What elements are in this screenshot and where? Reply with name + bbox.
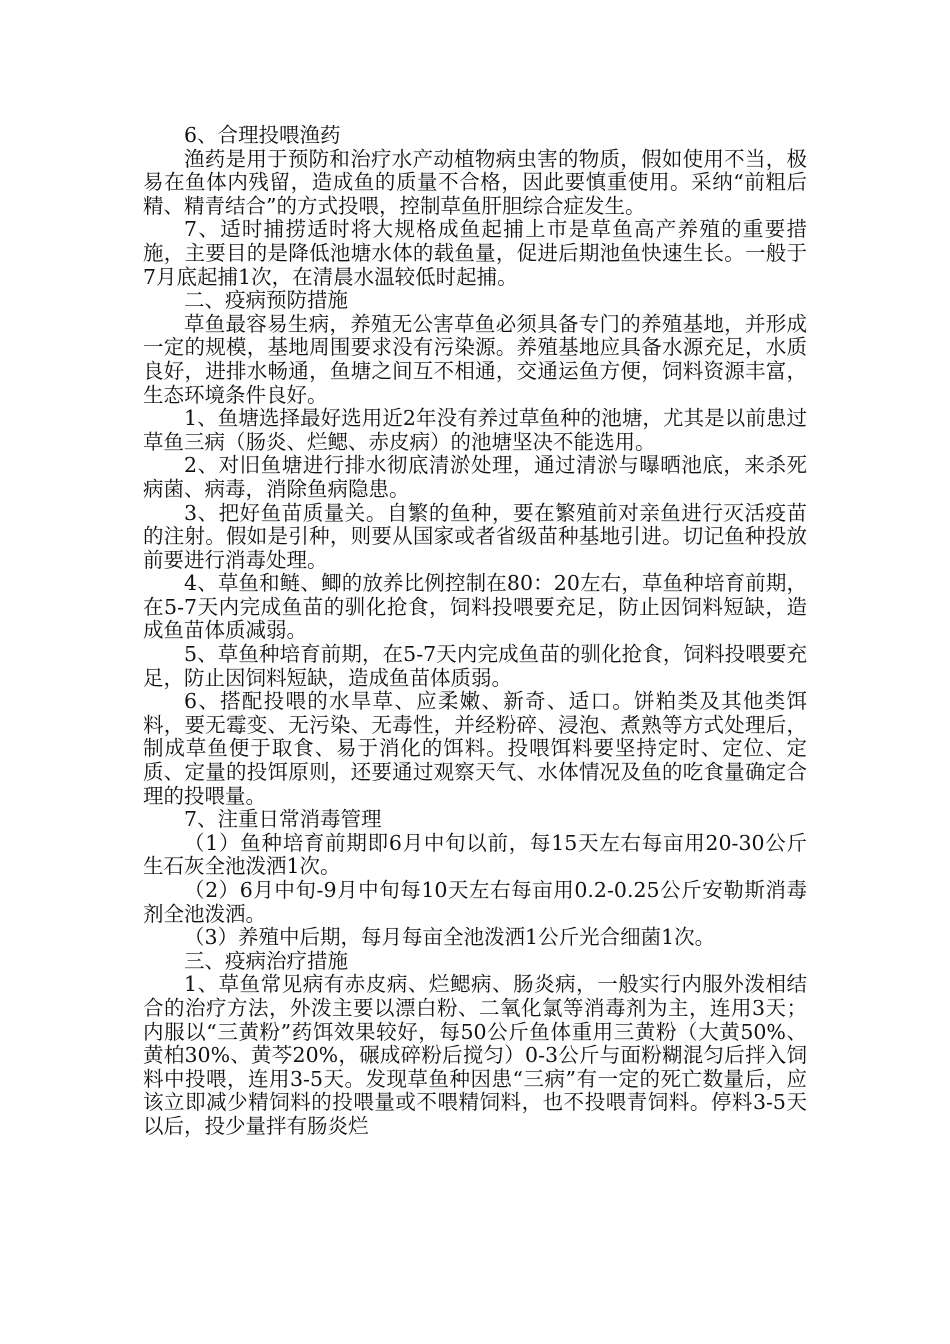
paragraph: 3、把好鱼苗质量关。自繁的鱼种，要在繁殖前对亲鱼进行灭活疫苗的注射。假如是引种，则要从国家或者省级苗种基地引进。切记鱼种投放前要进行消毒处理。 bbox=[143, 500, 807, 572]
section-heading-prevention: 二、疫病预防措施 bbox=[184, 288, 348, 313]
document-body bbox=[143, 124, 807, 1139]
paragraph: 7、适时捕捞适时将大规格成鱼起捕上市是草鱼高产养殖的重要措施，主要目的是降低池塘水体的载鱼量，促进后期池鱼快速生长。一般于7月底起捕1次，在清晨水温较低时起捕。 bbox=[143, 217, 807, 289]
list-item: （2）6月中旬-9月中旬每10天左右每亩用0.2-0.25公斤安勒斯消毒剂全池泼洒。 bbox=[143, 878, 807, 926]
paragraph: 1、草鱼常见病有赤皮病、烂鳃病、肠炎病，一般实行内服外泼相结合的治疗方法，外泼主要以漂白粉、二氧化氯等消毒剂为主，连用3天；内服以“三黄粉”药饵效果较好，每50公斤鱼体重用三黄粉（大黄50%、黄柏30%、黄芩20%，碾成碎粉后搅匀）0-3公斤与面粉糊混匀后拌入饲料中投喂，连用3-5天。发现草鱼种因患“三病”有一定的死亡数量后，应该立即减少精饲料的投喂量或不喂精饲料，也不投喂青饲料。停料3-5天以后，投少量拌有肠炎烂 bbox=[143, 972, 807, 1138]
paragraph: 1、鱼塘选择最好选用近2年没有养过草鱼种的池塘，尤其是以前患过草鱼三病（肠炎、烂鳃、赤皮病）的池塘坚决不能选用。 bbox=[143, 406, 807, 454]
list-item: （1）鱼种培育前期即6月中旬以前，每15天左右每亩用20-30公斤生石灰全池泼洒1次。 bbox=[143, 830, 807, 879]
list-item: （3）养殖中后期，每月每亩全池泼洒1公斤光合细菌1次。 bbox=[184, 925, 716, 950]
heading-disinfection-management: 7、注重日常消毒管理 bbox=[184, 807, 382, 832]
paragraph: 2、对旧鱼塘进行排水彻底清淤处理，通过清淤与曝晒池底，来杀死病菌、病毒，消除鱼病隐患。 bbox=[143, 453, 807, 501]
paragraph: 4、草鱼和鲢、鲫的放养比例控制在80：20左右，草鱼种培育前期，在5-7天内完成鱼苗的驯化抢食，饲料投喂要充足，防止因饲料短缺，造成鱼苗体质减弱。 bbox=[143, 571, 807, 643]
section-heading-treatment: 三、疫病治疗措施 bbox=[184, 948, 348, 973]
paragraph: 6、搭配投喂的水旱草、应柔嫩、新奇、适口。饼粕类及其他类饵料，要无霉变、无污染、无毒性，并经粉碎、浸泡、煮熟等方式处理后，制成草鱼便于取食、易于消化的饵料。投喂饵料要坚持定时、定位、定质、定量的投饵原则，还要通过观察天气、水体情况及鱼的吃食量确定合理的投喂量。 bbox=[143, 689, 807, 808]
paragraph: 草鱼最容易生病，养殖无公害草鱼必须具备专门的养殖基地，并形成一定的规模，基地周围要求没有污染源。养殖基地应具备水源充足，水质良好，进排水畅通，鱼塘之间互不相通，交通运鱼方便，饲料资源丰富，生态环境条件良好。 bbox=[143, 311, 807, 407]
heading-rational-feeding-drugs: 6、合理投喂渔药 bbox=[184, 123, 341, 147]
paragraph: 渔药是用于预防和治疗水产动植物病虫害的物质，假如使用不当，极易在鱼体内残留，造成鱼的质量不合格，因此要慎重使用。采纳“前粗后精、精青结合”的方式投喂，控制草鱼肝胆综合症发生。 bbox=[143, 146, 807, 218]
paragraph: 5、草鱼种培育前期，在5-7天内完成鱼苗的驯化抢食，饲料投喂要充足，防止因饲料短缺，造成鱼苗体质弱。 bbox=[143, 642, 807, 690]
